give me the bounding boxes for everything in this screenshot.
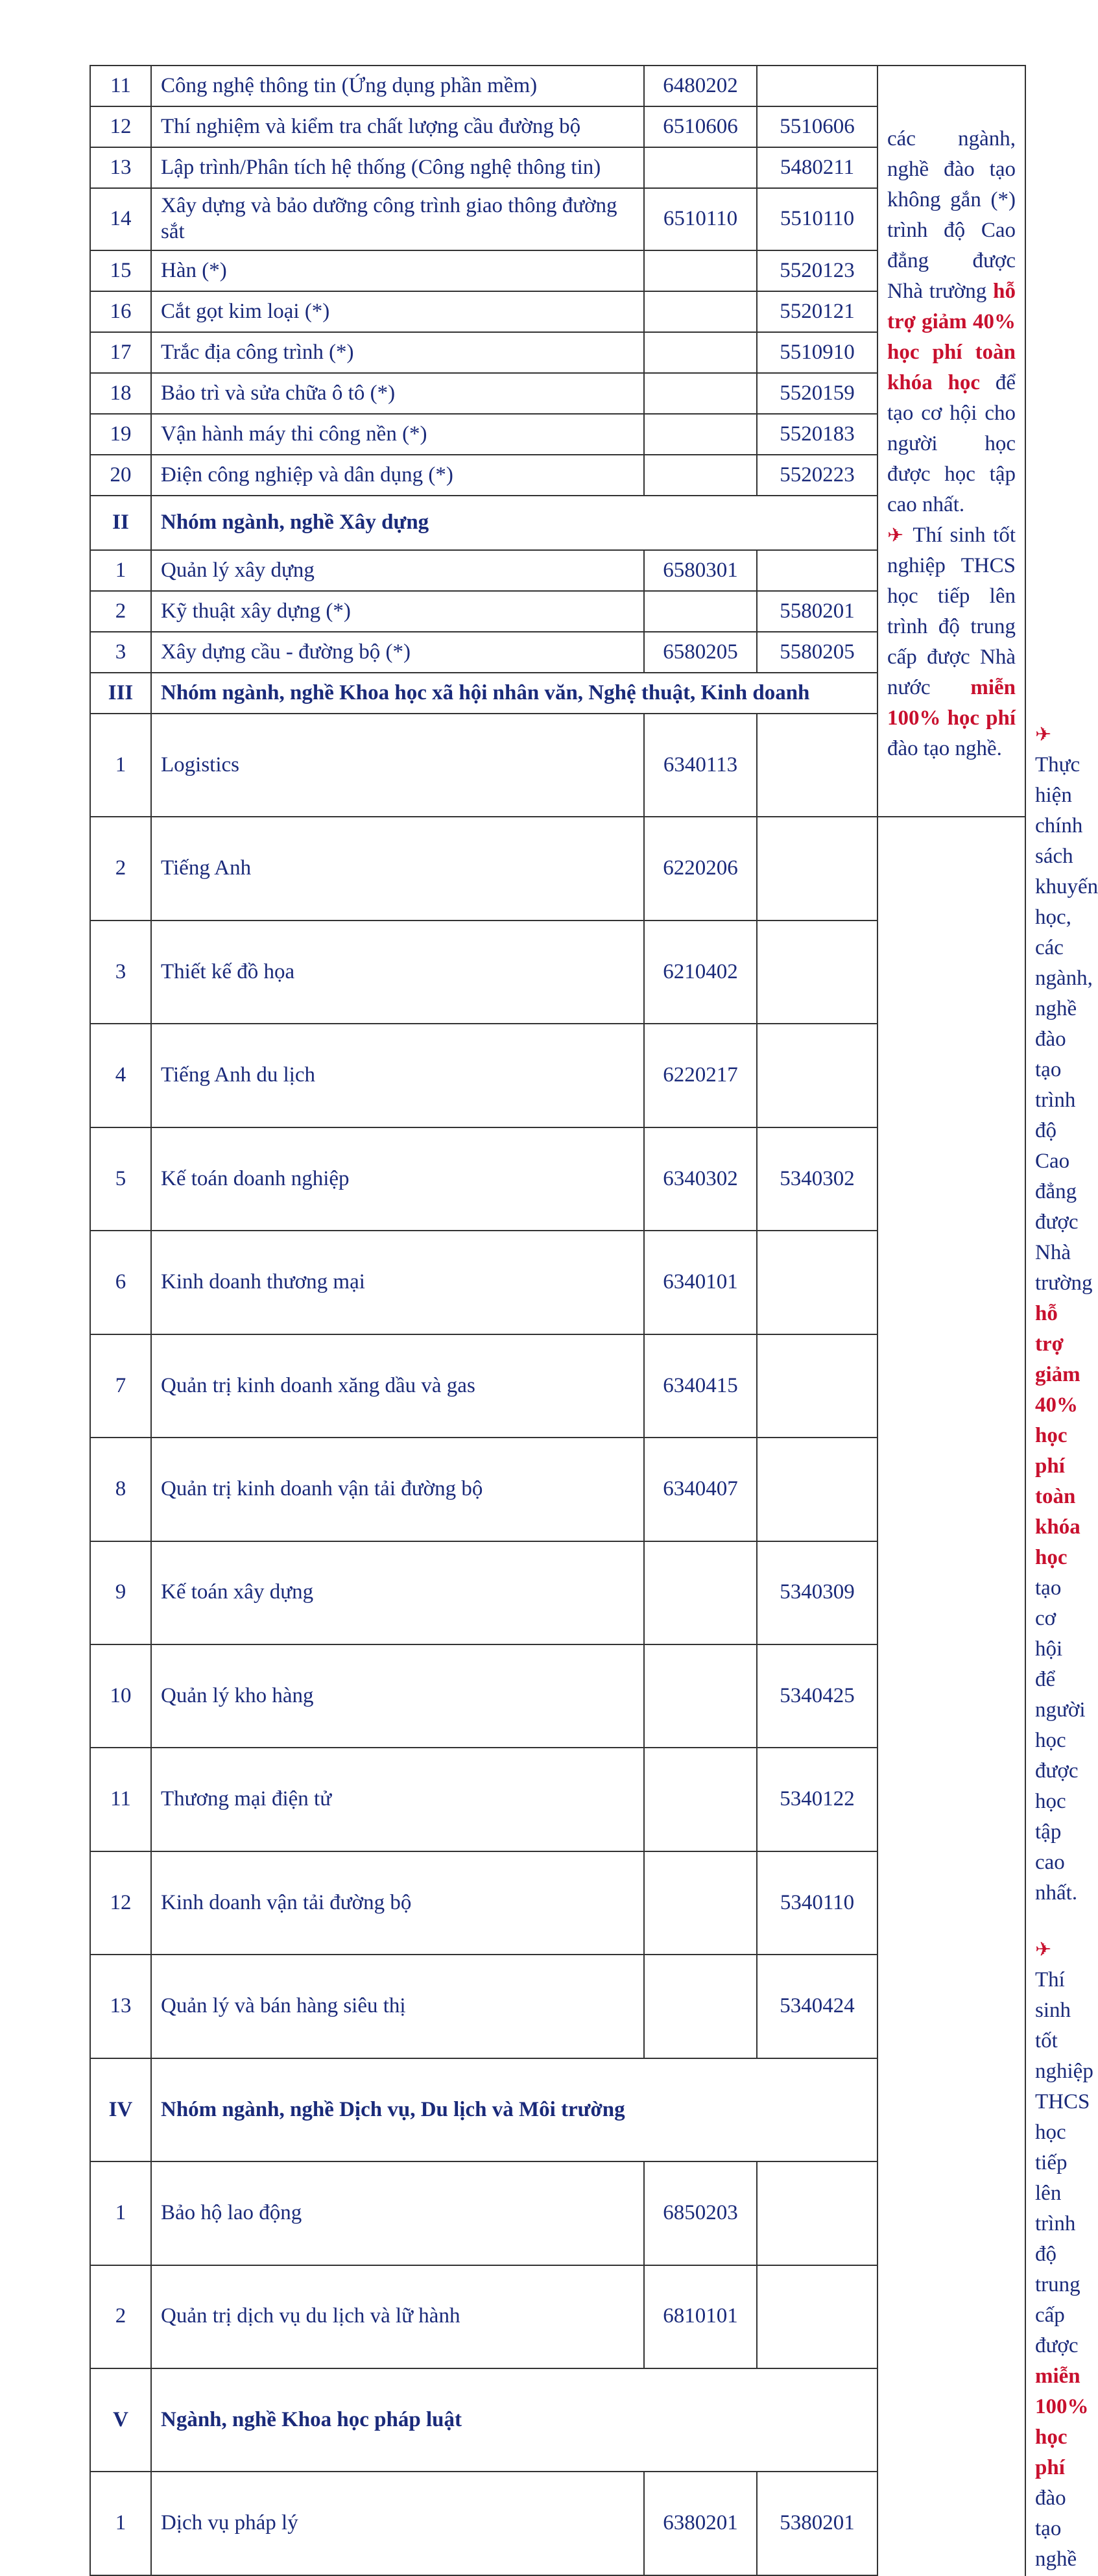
table-row	[90, 1541, 1025, 1644]
college-code	[644, 1955, 757, 2058]
note-text: đào tạo nghề.	[887, 736, 1002, 760]
group-header-row	[90, 2368, 1025, 2472]
college-code: 6580301	[644, 550, 757, 591]
intermediate-code: 5340110	[757, 1851, 877, 1955]
group-title: Nhóm ngành, nghề Khoa học xã hội nhân văn, Nghệ thuật, Kinh doanh	[151, 673, 877, 714]
row-number: 7	[90, 1334, 151, 1438]
college-code	[644, 1851, 757, 1955]
program-table-page	[90, 65, 1098, 2576]
program-name: Thiết kế đồ họa	[151, 921, 644, 1024]
row-number: 1	[90, 2161, 151, 2265]
college-code: 6510110	[644, 188, 757, 250]
row-number: 17	[90, 332, 151, 373]
program-name: Dịch vụ pháp lý	[151, 2472, 644, 2575]
intermediate-code	[757, 2161, 877, 2265]
college-code: 6210402	[644, 921, 757, 1024]
row-number: 3	[90, 921, 151, 1024]
intermediate-code: 5580201	[757, 591, 877, 632]
program-name: Kinh doanh thương mại	[151, 1231, 644, 1334]
intermediate-code: 5340302	[757, 1127, 877, 1231]
intermediate-code: 5520223	[757, 455, 877, 496]
college-code: 6850203	[644, 2161, 757, 2265]
intermediate-code	[757, 714, 877, 817]
row-number: 14	[90, 188, 151, 250]
group-roman-numeral: IV	[90, 2058, 151, 2161]
note-text: tạo cơ hội để người học được học tập cao nhất.	[1035, 1576, 1086, 1905]
airplane-icon: ✈	[1035, 1939, 1052, 1960]
table-row	[90, 921, 1025, 1024]
table-row	[90, 66, 1025, 106]
program-name: Bảo trì và sửa chữa ô tô (*)	[151, 373, 644, 414]
row-number: 10	[90, 1644, 151, 1748]
intermediate-code	[757, 2265, 877, 2368]
college-code: 6580205	[644, 632, 757, 673]
program-name: Xây dựng và bảo dưỡng công trình giao thông đường sắt	[151, 188, 644, 250]
college-code	[644, 1644, 757, 1748]
college-code	[644, 1541, 757, 1644]
program-name: Điện công nghiệp và dân dụng (*)	[151, 455, 644, 496]
program-table	[90, 65, 1098, 2576]
table-row	[90, 1127, 1025, 1231]
intermediate-code: 5340424	[757, 1955, 877, 2058]
college-code: 6340302	[644, 1127, 757, 1231]
college-code: 6380201	[644, 2472, 757, 2575]
intermediate-code	[757, 817, 877, 920]
row-number: 1	[90, 550, 151, 591]
college-code	[644, 591, 757, 632]
note-highlight: hỗ trợ giảm 40% học phí toàn khóa học	[887, 279, 1016, 394]
intermediate-code	[757, 550, 877, 591]
table-row	[90, 1024, 1025, 1127]
program-name: Tiếng Anh	[151, 817, 644, 920]
program-name: Kinh doanh vận tải đường bộ	[151, 1851, 644, 1955]
table-row	[90, 1231, 1025, 1334]
group-roman-numeral: V	[90, 2368, 151, 2472]
college-code	[644, 1748, 757, 1851]
row-number: 11	[90, 66, 151, 106]
table-row	[90, 1748, 1025, 1851]
note-highlight: miễn 100% học phí	[1035, 2365, 1089, 2479]
program-name: Quản trị dịch vụ du lịch và lữ hành	[151, 2265, 644, 2368]
program-name: Quản trị kinh doanh vận tải đường bộ	[151, 1438, 644, 1541]
table-row	[90, 1955, 1025, 2058]
program-name: Bảo hộ lao động	[151, 2161, 644, 2265]
row-number: 11	[90, 1748, 151, 1851]
row-number: 4	[90, 1024, 151, 1127]
row-number: 2	[90, 591, 151, 632]
program-name: Trắc địa công trình (*)	[151, 332, 644, 373]
intermediate-code	[757, 1334, 877, 1438]
program-name: Logistics	[151, 714, 644, 817]
row-number: 15	[90, 250, 151, 291]
group-header-row	[90, 2058, 1025, 2161]
row-number: 18	[90, 373, 151, 414]
intermediate-code: 5520183	[757, 414, 877, 455]
intermediate-code: 5510110	[757, 188, 877, 250]
tuition-note-top	[887, 124, 1016, 764]
note-text: Thí sinh tốt nghiệp THCS học tiếp lên trình độ trung cấp được Nhà nước	[887, 523, 1016, 699]
college-code: 6510606	[644, 106, 757, 147]
program-name: Kỹ thuật xây dựng (*)	[151, 591, 644, 632]
program-name: Tiếng Anh du lịch	[151, 1024, 644, 1127]
intermediate-code: 5520123	[757, 250, 877, 291]
college-code: 6220217	[644, 1024, 757, 1127]
row-number: 19	[90, 414, 151, 455]
row-number: 5	[90, 1127, 151, 1231]
intermediate-code	[757, 1024, 877, 1127]
row-number: 3	[90, 632, 151, 673]
note-text: để tạo cơ hội cho người học được học tập cao nhất.	[887, 370, 1016, 516]
intermediate-code: 5510606	[757, 106, 877, 147]
college-code	[644, 147, 757, 188]
intermediate-code	[757, 1438, 877, 1541]
college-code	[644, 455, 757, 496]
note-text: các ngành, nghề đào tạo không gắn (*) trình độ Cao đẳng được Nhà trường	[887, 126, 1016, 303]
program-name: Quản trị kinh doanh xăng dầu và gas	[151, 1334, 644, 1438]
table-row	[90, 1334, 1025, 1438]
row-number: 1	[90, 2472, 151, 2575]
college-code: 6340101	[644, 1231, 757, 1334]
note-text: Thực hiện chính sách khuyến học, các ngành, nghề đào tạo trình độ Cao đẳng được Nhà trường	[1035, 753, 1098, 1295]
intermediate-code: 5340425	[757, 1644, 877, 1748]
college-code: 6220206	[644, 817, 757, 920]
intermediate-code: 5520159	[757, 373, 877, 414]
college-code: 6340407	[644, 1438, 757, 1541]
note-highlight: miễn 100% học phí	[887, 675, 1016, 730]
group-title: Nhóm ngành, nghề Dịch vụ, Du lịch và Môi trường	[151, 2058, 877, 2161]
program-name: Hàn (*)	[151, 250, 644, 291]
intermediate-code: 5520121	[757, 291, 877, 332]
program-name: Quản lý và bán hàng siêu thị	[151, 1955, 644, 2058]
program-name: Kế toán xây dựng	[151, 1541, 644, 1644]
table-row	[90, 1851, 1025, 1955]
row-number: 1	[90, 714, 151, 817]
row-number: 8	[90, 1438, 151, 1541]
intermediate-code	[757, 921, 877, 1024]
program-name: Công nghệ thông tin (Ứng dụng phần mềm)	[151, 66, 644, 106]
row-number: 2	[90, 817, 151, 920]
row-number: 9	[90, 1541, 151, 1644]
college-code	[644, 332, 757, 373]
college-code: 6480202	[644, 66, 757, 106]
table-row	[90, 2161, 1025, 2265]
college-code	[644, 373, 757, 414]
table-row	[90, 2472, 1025, 2575]
intermediate-code: 5340122	[757, 1748, 877, 1851]
row-number: 12	[90, 106, 151, 147]
note-text: đào tạo nghề	[1035, 2486, 1077, 2571]
program-name: Cắt gọt kim loại (*)	[151, 291, 644, 332]
table-row	[90, 2265, 1025, 2368]
intermediate-code: 5510910	[757, 332, 877, 373]
intermediate-code: 5380201	[757, 2472, 877, 2575]
table-row	[90, 817, 1025, 920]
program-name: Lập trình/Phân tích hệ thống (Công nghệ thông tin)	[151, 147, 644, 188]
college-code	[644, 414, 757, 455]
table-row	[90, 1644, 1025, 1748]
intermediate-code	[757, 1231, 877, 1334]
intermediate-code	[757, 66, 877, 106]
program-name: Quản lý xây dựng	[151, 550, 644, 591]
program-name: Vận hành máy thi công nền (*)	[151, 414, 644, 455]
college-code: 6810101	[644, 2265, 757, 2368]
row-number: 13	[90, 1955, 151, 2058]
row-number: 13	[90, 147, 151, 188]
table-row	[90, 1438, 1025, 1541]
program-name: Xây dựng cầu - đường bộ (*)	[151, 632, 644, 673]
program-name: Thí nghiệm và kiểm tra chất lượng cầu đường bộ	[151, 106, 644, 147]
row-number: 6	[90, 1231, 151, 1334]
airplane-icon: ✈	[887, 524, 906, 546]
intermediate-code: 5480211	[757, 147, 877, 188]
note-cell-top	[877, 66, 1025, 817]
row-number: 2	[90, 2265, 151, 2368]
intermediate-code: 5580205	[757, 632, 877, 673]
program-name: Thương mại điện tử	[151, 1748, 644, 1851]
college-code: 6340113	[644, 714, 757, 817]
group-title: Nhóm ngành, nghề Xây dựng	[151, 496, 877, 550]
group-roman-numeral: III	[90, 673, 151, 714]
program-name: Quản lý kho hàng	[151, 1644, 644, 1748]
row-number: 16	[90, 291, 151, 332]
note-text: Thí sinh tốt nghiệp THCS học tiếp lên trình độ trung cấp được	[1035, 1968, 1093, 2357]
group-title: Ngành, nghề Khoa học pháp luật	[151, 2368, 877, 2472]
program-name: Kế toán doanh nghiệp	[151, 1127, 644, 1231]
row-number: 12	[90, 1851, 151, 1955]
college-code: 6340415	[644, 1334, 757, 1438]
group-roman-numeral: II	[90, 496, 151, 550]
college-code	[644, 250, 757, 291]
note-highlight: hỗ trợ giảm 40% học phí toàn khóa học	[1035, 1302, 1080, 1569]
airplane-icon: ✈	[1035, 724, 1052, 745]
intermediate-code: 5340309	[757, 1541, 877, 1644]
row-number: 20	[90, 455, 151, 496]
college-code	[644, 291, 757, 332]
